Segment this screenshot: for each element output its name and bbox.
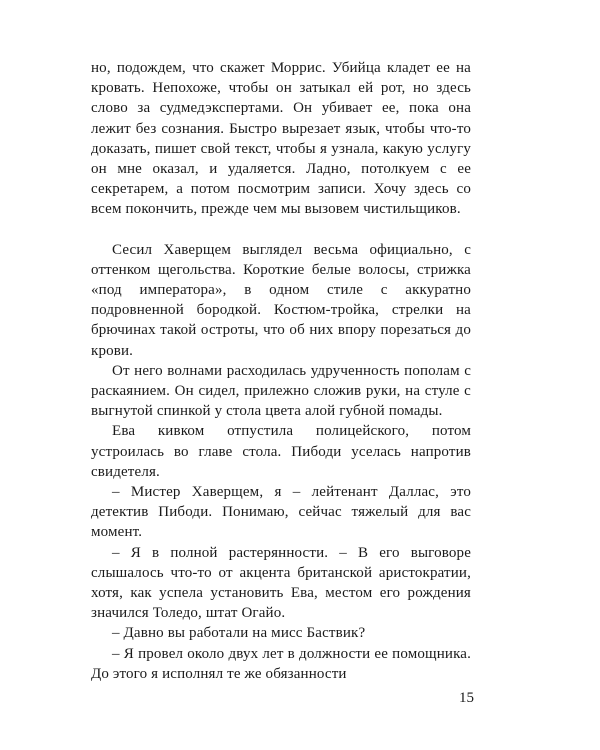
dialogue-line: – Мистер Хаверщем, я – лейтенант Даллас, это детектив Пибоди. Понимаю, сейчас тяжелый для вас момент. [91, 484, 471, 541]
paragraph: но, подождем, что скажет Моррис. Убийца кладет ее на кровать. Непохоже, чтобы он затыкал ей рот, но здесь слово за судмедэкспертами. Он убивает ее, пока она лежит без сознания. Быстро вырезает язык, чтобы что-то доказать, пишет свой текст, чтобы я узнала, какую услугу он мне оказал, и удаляется. Ладно, потолкуем с ее секретарем, а потом посмотрим записи. Хочу здесь со всем покончить, прежде чем мы вызовем чистильщиков. [91, 60, 471, 218]
paragraph: От него волнами расходилась удрученность пополам с раскаянием. Он сидел, прилежно сложив руки, на стуле с выгнутой спинкой у стола цвета алой губной помады. [91, 362, 471, 420]
page-number: 15 [459, 690, 474, 706]
dialogue-line: – Давно вы работали на мисс Баствик? [112, 625, 366, 642]
section-break [91, 220, 471, 240]
dialogue-line: – Я в полной растерянности. – В его выговоре слышалось что-то от акцента британской аристократии, хотя, как успела установить Ева, местом его рождения значился Толедо, штат Огайо. [91, 544, 471, 622]
dialogue-line: – Я провел около двух лет в должности ее помощника. До этого я исполнял те же обязанности [91, 645, 471, 682]
body-text [91, 58, 471, 684]
paragraph: Сесил Хаверщем выглядел весьма официально, с оттенком щегольства. Короткие белые волосы, стрижка «под императора», в одном стиле с аккуратно подровненной бородкой. Костюм-тройка, стрелки на брючинах такой остроты, что об них впору порезаться до крови. [91, 241, 471, 359]
paragraph: Ева кивком отпустила полицейского, потом устроилась во главе стола. Пибоди уселась напротив свидетеля. [91, 423, 471, 480]
